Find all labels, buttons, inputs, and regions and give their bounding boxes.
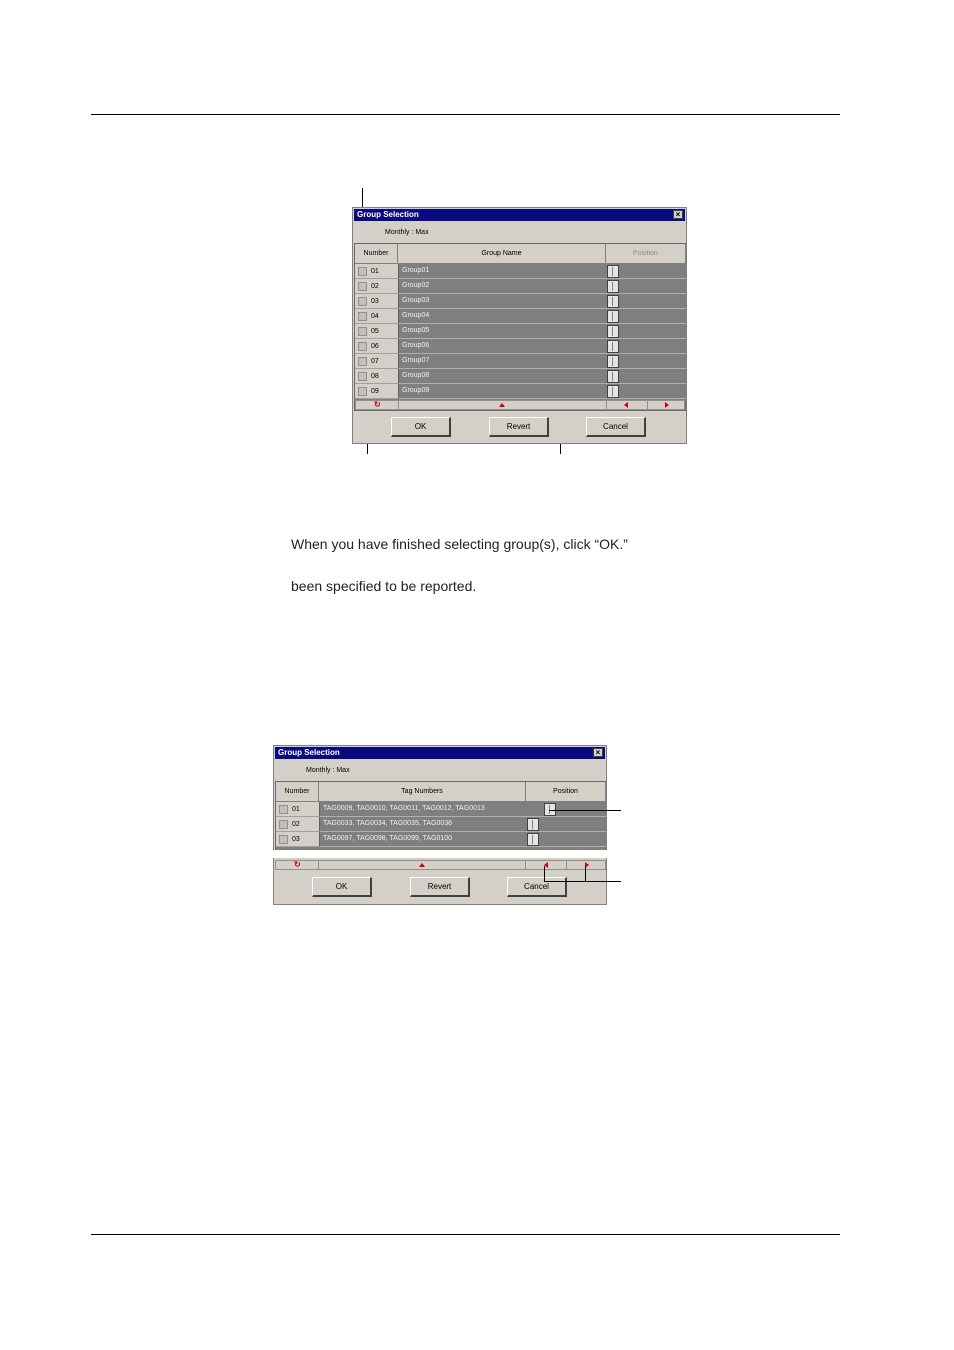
position-slider[interactable] [527, 833, 539, 846]
close-icon: × [675, 210, 681, 219]
close-button[interactable] [673, 210, 683, 219]
callout-line-left-arrow [544, 866, 545, 881]
row-number: 07 [371, 358, 379, 365]
position-slider[interactable] [607, 325, 619, 338]
scroll-right-button[interactable] [567, 861, 606, 869]
scroll-left-button[interactable] [526, 861, 567, 869]
group-selection-dialog-tags [273, 745, 607, 850]
row-number: 03 [371, 298, 379, 305]
group-checkbox[interactable] [358, 342, 367, 351]
group-checkbox[interactable] [279, 805, 288, 814]
report-subtitle: Monthly : Max [306, 767, 350, 774]
scroll-left-button[interactable] [607, 401, 648, 409]
tag-numbers-cell[interactable]: TAG0097, TAG0098, TAG0099, TAG0100 [319, 832, 526, 847]
instruction-text: When you have finished selecting group(s), click “OK.” [291, 536, 628, 552]
note-text: been specified to be reported. [291, 578, 477, 594]
scroll-up-button[interactable] [399, 401, 607, 409]
arrow-up-icon [419, 863, 425, 867]
position-cell [606, 369, 686, 384]
title-bar [354, 209, 685, 221]
ok-button[interactable]: OK [391, 417, 451, 437]
column-header-tag-numbers[interactable]: Tag Numbers [319, 782, 526, 802]
row-number: 06 [371, 343, 379, 350]
position-slider[interactable] [607, 310, 619, 323]
row-number: 03 [292, 836, 300, 843]
number-cell [355, 339, 398, 354]
group-name-cell[interactable]: Group06 [398, 339, 606, 354]
group-checkbox[interactable] [358, 267, 367, 276]
reset-button[interactable] [276, 861, 319, 869]
number-cell [355, 369, 398, 384]
group-checkbox[interactable] [279, 820, 288, 829]
cancel-button[interactable]: Cancel [586, 417, 646, 437]
group-checkbox[interactable] [358, 297, 367, 306]
table-row[interactable] [355, 354, 685, 369]
group-name-cell[interactable]: Group01 [398, 264, 606, 279]
tag-numbers-cell[interactable]: TAG0033, TAG0034, TAG0035, TAG0036 [319, 817, 526, 832]
callout-line-arrows [544, 881, 621, 882]
revert-button[interactable]: Revert [410, 877, 470, 897]
table-row[interactable] [355, 264, 685, 279]
group-checkbox[interactable] [358, 372, 367, 381]
title-bar [275, 747, 605, 759]
arrow-left-icon [624, 402, 628, 408]
table-row[interactable] [276, 817, 605, 832]
table-row[interactable] [355, 339, 685, 354]
position-slider[interactable] [527, 818, 539, 831]
number-cell [355, 279, 398, 294]
group-name-cell[interactable]: Group07 [398, 354, 606, 369]
column-header-group-name[interactable]: Group Name [398, 244, 606, 264]
dialog-title: Group Selection [278, 748, 340, 757]
reset-icon: ↻ [294, 860, 301, 869]
number-cell [355, 354, 398, 369]
row-number: 09 [371, 388, 379, 395]
row-number: 01 [371, 268, 379, 275]
number-cell [355, 309, 398, 324]
number-cell [355, 294, 398, 309]
dialog-title: Group Selection [357, 210, 419, 219]
scroll-up-button[interactable] [319, 861, 526, 869]
position-cell [606, 294, 686, 309]
position-cell [526, 832, 606, 847]
tag-table [275, 781, 606, 850]
position-slider[interactable] [607, 295, 619, 308]
group-checkbox[interactable] [358, 357, 367, 366]
group-name-cell[interactable]: Group03 [398, 294, 606, 309]
table-row[interactable] [355, 279, 685, 294]
group-name-cell[interactable]: Group09 [398, 384, 606, 399]
header-rule [91, 114, 840, 115]
number-cell [276, 832, 319, 847]
horizontal-scrollbar[interactable] [275, 860, 606, 870]
horizontal-scrollbar[interactable] [355, 400, 685, 410]
number-cell [276, 817, 319, 832]
group-table [354, 243, 686, 411]
arrow-up-icon [499, 403, 505, 407]
tag-numbers-cell[interactable]: TAG0009, TAG0010, TAG0011, TAG0012, TAG0013 [319, 802, 544, 817]
table-row[interactable] [355, 369, 685, 384]
close-icon: × [595, 748, 601, 757]
group-checkbox[interactable] [358, 282, 367, 291]
callout-line-right-arrow [585, 866, 586, 881]
row-number: 02 [292, 821, 300, 828]
reset-button[interactable] [356, 401, 399, 409]
close-button[interactable] [593, 748, 603, 757]
column-header-position[interactable]: Position [606, 244, 686, 264]
column-header-number[interactable]: Number [276, 782, 319, 802]
row-number: 02 [371, 283, 379, 290]
position-slider[interactable] [607, 265, 619, 278]
position-cell [526, 817, 606, 832]
table-row[interactable] [355, 384, 685, 399]
column-header-number[interactable]: Number [355, 244, 398, 264]
table-row[interactable] [276, 832, 605, 847]
ok-button[interactable]: OK [312, 877, 372, 897]
number-cell [355, 384, 398, 399]
group-name-cell[interactable]: Group05 [398, 324, 606, 339]
row-number: 04 [371, 313, 379, 320]
table-row[interactable] [355, 294, 685, 309]
row-number: 01 [292, 806, 300, 813]
table-row[interactable] [355, 309, 685, 324]
column-header-position[interactable]: Position [526, 782, 606, 802]
callout-line-slider [549, 810, 621, 811]
arrow-right-icon [665, 402, 669, 408]
position-slider[interactable] [607, 370, 619, 383]
footer-rule [91, 1234, 840, 1235]
group-checkbox[interactable] [358, 327, 367, 336]
number-cell [355, 264, 398, 279]
position-cell [606, 264, 686, 279]
group-selection-dialog [352, 207, 687, 444]
group-checkbox[interactable] [358, 312, 367, 321]
position-cell [606, 339, 686, 354]
position-cell [606, 354, 686, 369]
position-cell [606, 279, 686, 294]
table-row[interactable] [355, 324, 685, 339]
group-checkbox[interactable] [358, 387, 367, 396]
position-cell [606, 309, 686, 324]
report-subtitle: Monthly : Max [385, 229, 429, 236]
group-checkbox[interactable] [279, 835, 288, 844]
position-slider[interactable] [607, 355, 619, 368]
position-slider[interactable] [607, 280, 619, 293]
group-name-cell[interactable]: Group02 [398, 279, 606, 294]
position-cell [606, 324, 686, 339]
position-slider[interactable] [607, 340, 619, 353]
row-number: 08 [371, 373, 379, 380]
group-name-cell[interactable]: Group08 [398, 369, 606, 384]
reset-icon: ↻ [374, 400, 381, 409]
row-number: 05 [371, 328, 379, 335]
number-cell [276, 802, 319, 817]
position-cell [606, 384, 686, 399]
cancel-button[interactable]: Cancel [507, 877, 567, 897]
scroll-right-button[interactable] [648, 401, 686, 409]
group-name-cell[interactable]: Group04 [398, 309, 606, 324]
number-cell [355, 324, 398, 339]
position-slider[interactable] [607, 385, 619, 398]
revert-button[interactable]: Revert [489, 417, 549, 437]
